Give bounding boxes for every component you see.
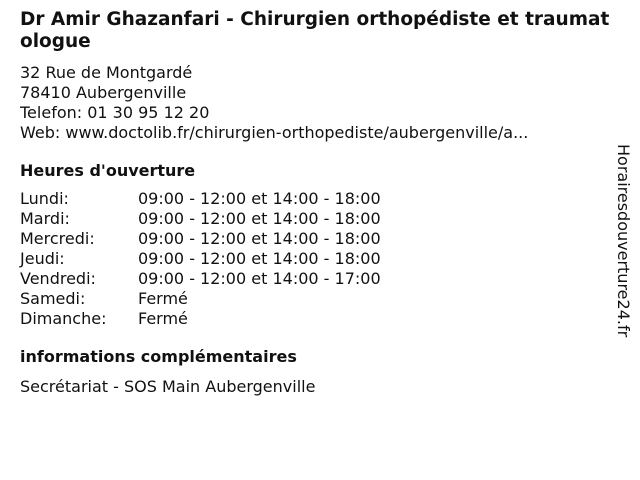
- hours-row-tuesday: [20, 209, 618, 229]
- day-hours: 09:00 - 12:00 et 14:00 - 17:00: [138, 269, 381, 288]
- info-heading: informations complémentaires: [20, 347, 297, 366]
- day-hours: Fermé: [138, 289, 188, 308]
- day-label: Mercredi:: [20, 229, 95, 248]
- day-label: Mardi:: [20, 209, 70, 228]
- opening-hours-table: [20, 189, 618, 329]
- website-link[interactable]: Web: www.doctolib.fr/chirurgien-orthopediste/aubergenville/a...: [20, 123, 529, 142]
- day-hours: 09:00 - 12:00 et 14:00 - 18:00: [138, 229, 381, 248]
- day-label: Lundi:: [20, 189, 69, 208]
- brand-label: Horairesdouverture24.fr: [614, 144, 633, 338]
- phone-number[interactable]: Telefon: 01 30 95 12 20: [20, 103, 210, 122]
- day-hours: 09:00 - 12:00 et 14:00 - 18:00: [138, 189, 381, 208]
- hours-row-thursday: [20, 249, 618, 269]
- hours-row-sunday: [20, 309, 618, 329]
- brand-watermark: [612, 134, 634, 348]
- address-street: 32 Rue de Montgardé: [20, 63, 193, 82]
- day-hours: 09:00 - 12:00 et 14:00 - 18:00: [138, 209, 381, 228]
- hours-row-monday: [20, 189, 618, 209]
- info-text: Secrétariat - SOS Main Aubergenville: [20, 377, 316, 396]
- page-title: Dr Amir Ghazanfari - Chirurgien orthopédiste et traumatologue: [20, 9, 610, 52]
- address-block: [20, 63, 618, 143]
- day-label: Dimanche:: [20, 309, 107, 328]
- hours-heading: Heures d'ouverture: [20, 161, 196, 180]
- day-label: Jeudi:: [20, 249, 65, 268]
- address-city: 78410 Aubergenville: [20, 83, 187, 102]
- day-hours: 09:00 - 12:00 et 14:00 - 18:00: [138, 249, 381, 268]
- day-label: Vendredi:: [20, 269, 96, 288]
- hours-row-wednesday: [20, 229, 618, 249]
- hours-row-saturday: [20, 289, 618, 309]
- business-card: [20, 9, 618, 397]
- hours-row-friday: [20, 269, 618, 289]
- day-hours: Fermé: [138, 309, 188, 328]
- day-label: Samedi:: [20, 289, 86, 308]
